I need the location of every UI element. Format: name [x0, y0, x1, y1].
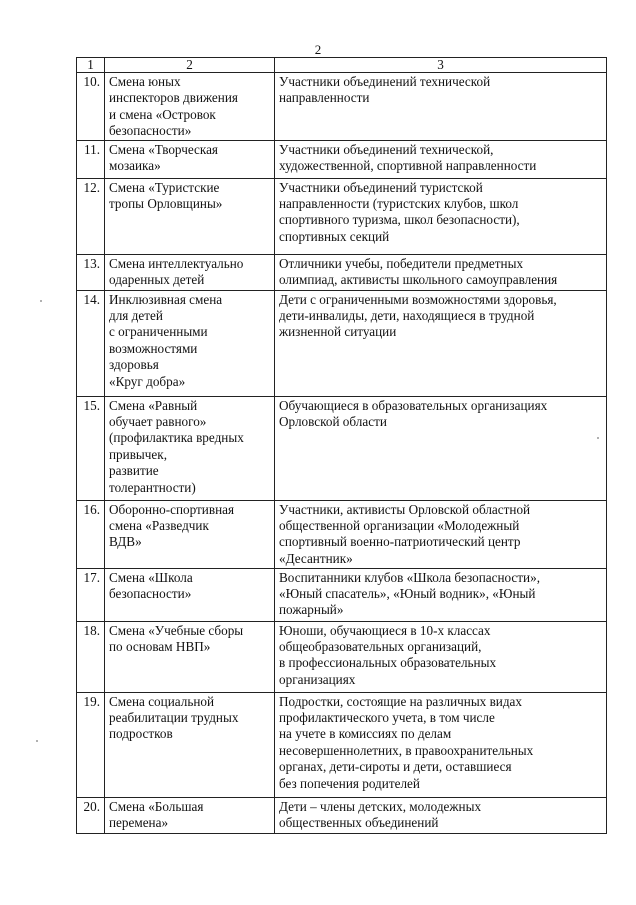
shift-participants: Подростки, состоящие на различных видах профилактического учета, в том числе на учете в комиссиях по делам несовершеннолетних, в правоохранительных органах, дети-сироты и дети, оставшиеся без попечения родителей: [275, 692, 607, 797]
shift-name: Смена «Учебные сборы по основам НВП»: [105, 621, 275, 692]
shift-name: Смена «Школа безопасности»: [105, 568, 275, 621]
shift-name: Смена юных инспекторов движения и смена «Островок безопасности»: [105, 73, 275, 141]
row-number: 17.: [77, 568, 105, 621]
shift-participants: Участники, активисты Орловской областной общественной организации «Молодежный спортивный военно-патриотический центр «Десантник»: [275, 500, 607, 568]
shift-name: Смена «Равный обучает равного» (профилактика вредных привычек, развитие толерантности): [105, 396, 275, 500]
table-row: [77, 254, 607, 290]
row-number: 18.: [77, 621, 105, 692]
shift-participants: Юноши, обучающиеся в 10-х классах общеобразовательных организаций, в профессиональных образовательных организациях: [275, 621, 607, 692]
table-row: [77, 621, 607, 692]
table-row: [77, 500, 607, 568]
shift-name: Смена «Творческая мозаика»: [105, 140, 275, 178]
header-col-1: 1: [77, 58, 105, 73]
shift-participants: Дети с ограниченными возможностями здоровья, дети-инвалиды, дети, находящиеся в трудной жизненной ситуации: [275, 290, 607, 396]
table-row: [77, 73, 607, 141]
scan-speck: [40, 300, 42, 302]
shift-name: Смена «Туристские тропы Орловщины»: [105, 178, 275, 254]
scan-speck: [597, 437, 599, 439]
table-row: [77, 797, 607, 833]
row-number: 14.: [77, 290, 105, 396]
page-number: 2: [314, 42, 322, 57]
header-col-2: 2: [105, 58, 275, 73]
camp-shifts-table: [76, 57, 607, 834]
shift-name: Инклюзивная смена для детей с ограниченными возможностями здоровья «Круг добра»: [105, 290, 275, 396]
shift-participants: Участники объединений технической направленности: [275, 73, 607, 141]
row-number: 13.: [77, 254, 105, 290]
table-row: [77, 290, 607, 396]
row-number: 12.: [77, 178, 105, 254]
shift-participants: Участники объединений туристской направленности (туристских клубов, школ спортивного туризма, школ безопасности), спортивных секций: [275, 178, 607, 254]
shift-name: Смена интеллектуально одаренных детей: [105, 254, 275, 290]
shift-name: Смена социальной реабилитации трудных подростков: [105, 692, 275, 797]
table-row: [77, 568, 607, 621]
row-number: 10.: [77, 73, 105, 141]
row-number: 20.: [77, 797, 105, 833]
shift-participants: Участники объединений технической, художественной, спортивной направленности: [275, 140, 607, 178]
scan-speck: [36, 740, 38, 742]
row-number: 16.: [77, 500, 105, 568]
row-number: 15.: [77, 396, 105, 500]
table-row: [77, 178, 607, 254]
header-col-3: 3: [275, 58, 607, 73]
table-row: [77, 396, 607, 500]
table-header-row: [77, 58, 607, 73]
shift-participants: Воспитанники клубов «Школа безопасности», «Юный спасатель», «Юный водник», «Юный пожарный»: [275, 568, 607, 621]
shift-participants: Дети – члены детских, молодежных общественных объединений: [275, 797, 607, 833]
shift-participants: Отличники учебы, победители предметных олимпиад, активисты школьного самоуправления: [275, 254, 607, 290]
shift-participants: Обучающиеся в образовательных организациях Орловской области: [275, 396, 607, 500]
row-number: 19.: [77, 692, 105, 797]
shift-name: Оборонно-спортивная смена «Разведчик ВДВ»: [105, 500, 275, 568]
table-row: [77, 140, 607, 178]
row-number: 11.: [77, 140, 105, 178]
shift-name: Смена «Большая перемена»: [105, 797, 275, 833]
table-row: [77, 692, 607, 797]
